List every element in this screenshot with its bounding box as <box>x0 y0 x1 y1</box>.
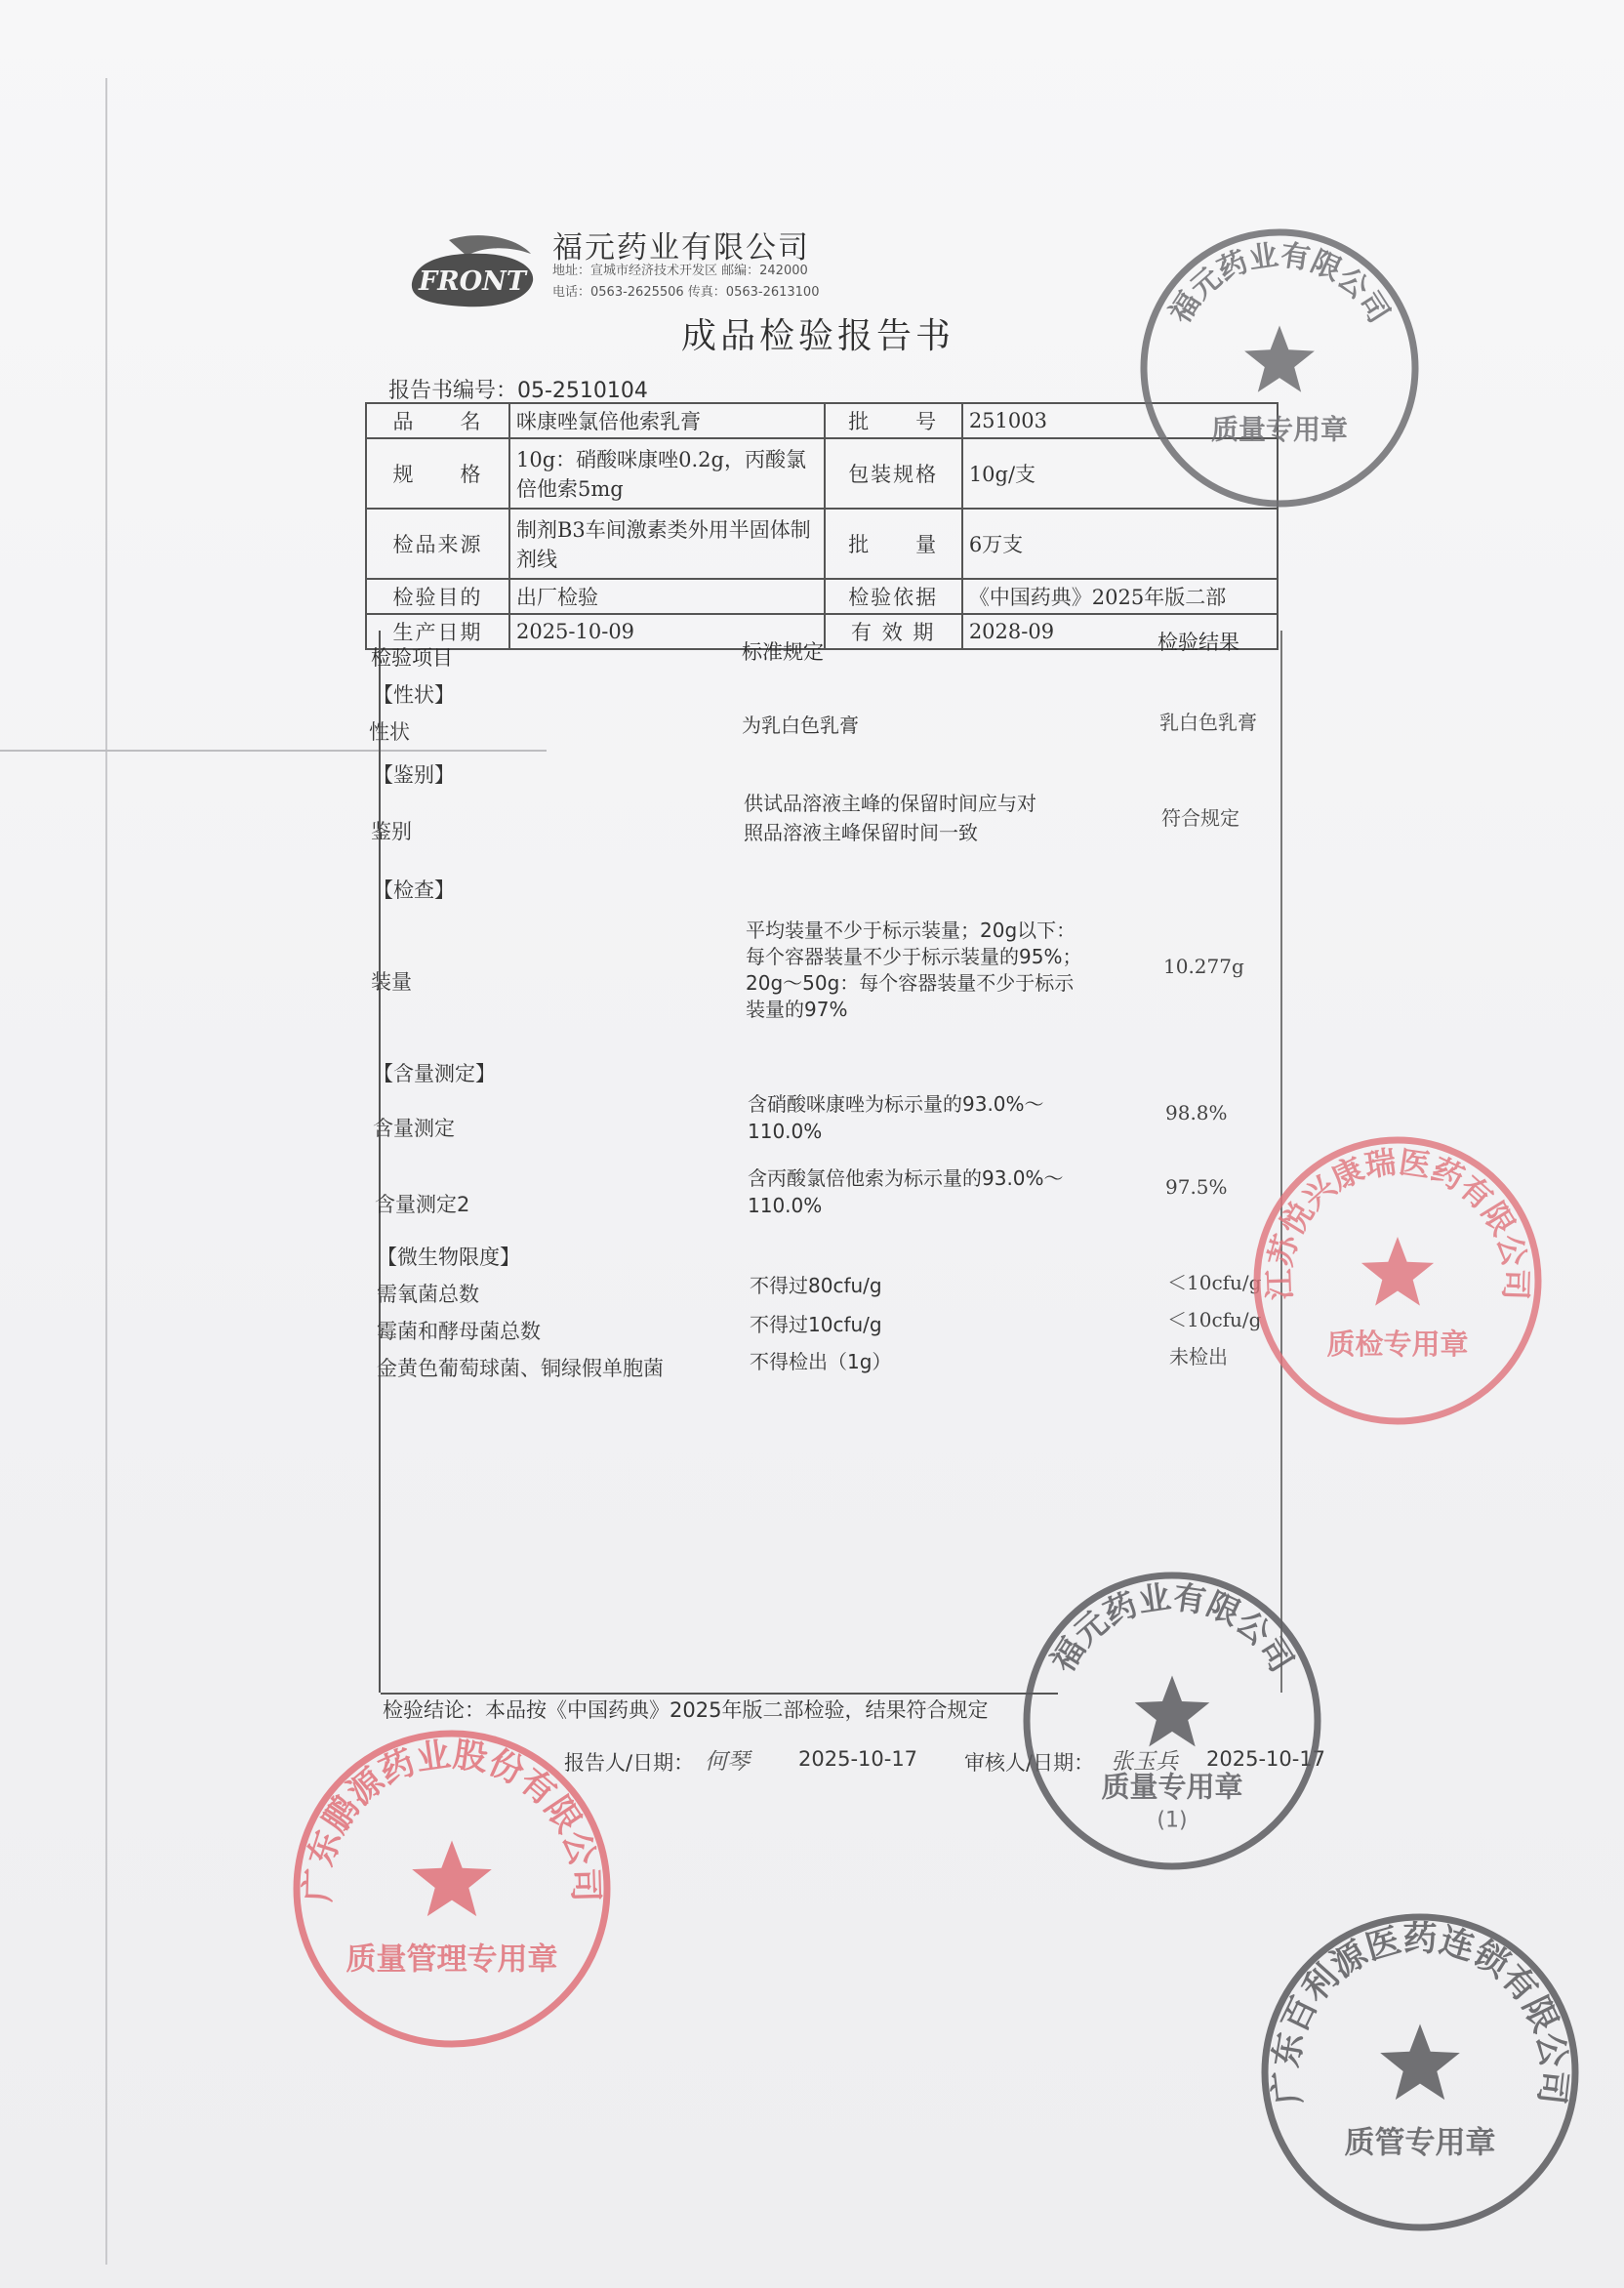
table-row <box>366 579 1278 614</box>
spec-value: 10g：硝酸咪康唑0.2g，丙酸氯倍他索5mg <box>509 438 825 509</box>
scan-artifact-line <box>105 78 107 2265</box>
item-fill-quantity: 装量 <box>371 970 412 994</box>
header-result: 检验结果 <box>1157 631 1239 654</box>
standard-fill-line3: 20g～50g：每个容器装量不少于标示 <box>746 971 1075 995</box>
name-label: 品 名 <box>366 403 509 438</box>
pack-value: 10g/支 <box>962 438 1278 509</box>
production-date-label: 生产日期 <box>366 614 509 649</box>
result-mold-yeast: ＜10cfu/g <box>1167 1308 1262 1331</box>
seal-ring-text: 江苏悦兴康瑞医药有限公司 <box>1260 1143 1535 1301</box>
purpose-value: 出厂检验 <box>509 579 825 614</box>
quantity-label: 批 量 <box>825 509 962 579</box>
section-appearance: 【性状】 <box>373 683 455 707</box>
company-quality-seal-stamp-1 <box>1021 1570 1326 1872</box>
seal-star-icon <box>1361 1237 1434 1306</box>
item-assay-2: 含量测定2 <box>375 1193 470 1216</box>
reporter-signature: 何琴 <box>705 1749 750 1775</box>
standard-identification-line1: 供试品溶液主峰的保留时间应与对 <box>744 792 1036 815</box>
item-aerobic-count: 需氧菌总数 <box>377 1283 479 1306</box>
seal-star-icon <box>1135 1676 1210 1747</box>
seal-center-text: 质管专用章 <box>1344 2125 1496 2161</box>
reviewer-signature: 张玉兵 <box>1111 1749 1178 1775</box>
batch-value: 251003 <box>962 403 1278 438</box>
standard-fill-line1: 平均装量不少于标示装量；20g以下： <box>746 919 1076 942</box>
standard-fill-line4: 装量的97% <box>746 998 848 1021</box>
seal-ring-text: 福元药业有限公司 <box>1042 1577 1302 1679</box>
report-number: 报告书编号：05-2510104 <box>388 379 648 403</box>
logo-text: FRONT <box>419 266 526 297</box>
pack-label: 包装规格 <box>825 438 962 509</box>
company-quality-seal-stamp <box>1138 226 1421 510</box>
result-aerobic-count: ＜10cfu/g <box>1167 1271 1262 1294</box>
result-assay-1: 98.8% <box>1165 1101 1228 1124</box>
standard-aerobic-count: 不得过80cfu/g <box>750 1274 882 1297</box>
reviewer-label: 审核人/日期： <box>964 1751 1095 1775</box>
item-pathogens: 金黄色葡萄球菌、铜绿假单胞菌 <box>377 1357 664 1380</box>
item-appearance: 性状 <box>369 720 410 744</box>
name-value: 咪康唑氯倍他索乳膏 <box>509 403 825 438</box>
source-value: 制剂B3车间激素类外用半固体制剂线 <box>509 509 825 579</box>
quantity-value: 6万支 <box>962 509 1278 579</box>
standard-pathogens: 不得检出（1g） <box>750 1350 892 1373</box>
result-pathogens: 未检出 <box>1169 1345 1228 1369</box>
front-logo-icon <box>408 234 537 310</box>
source-label: 检品来源 <box>366 509 509 579</box>
seal-center-text: 质量专用章 <box>1210 413 1349 446</box>
standard-assay-1-line2: 110.0% <box>748 1120 823 1143</box>
result-assay-2: 97.5% <box>1165 1175 1228 1199</box>
seal-ring-text: 福元药业有限公司 <box>1162 238 1397 330</box>
pharmacy-chain-seal-stamp <box>1259 1911 1581 2233</box>
table-row <box>366 509 1278 579</box>
reviewer-date: 2025-10-17 <box>1206 1747 1326 1771</box>
pharma-qm-seal-stamp <box>291 1728 613 2050</box>
standard-mold-yeast: 不得过10cfu/g <box>750 1313 882 1336</box>
item-assay-1: 含量测定 <box>373 1117 455 1140</box>
standard-assay-1-line1: 含硝酸咪康唑为标示量的93.0%～ <box>748 1092 1044 1116</box>
standard-assay-2-line2: 110.0% <box>748 1194 823 1217</box>
production-date-value: 2025-10-09 <box>509 614 825 649</box>
result-identification: 符合规定 <box>1161 806 1239 830</box>
item-mold-yeast: 霉菌和酵母菌总数 <box>377 1320 541 1343</box>
conclusion-text: 检验结论：本品按《中国药典》2025年版二部检验，结果符合规定 <box>383 1698 989 1722</box>
standard-assay-2-line1: 含丙酸氯倍他索为标示量的93.0%～ <box>748 1166 1064 1190</box>
item-identification: 鉴别 <box>371 820 412 843</box>
result-appearance: 乳白色乳膏 <box>1159 711 1257 734</box>
seal-center-text: 质量管理专用章 <box>345 1941 558 1978</box>
expiry-value: 2028-09 <box>962 614 1278 649</box>
section-identification: 【鉴别】 <box>373 763 455 787</box>
distributor-qc-seal-stamp <box>1251 1134 1544 1427</box>
seal-sub-text: (1) <box>1157 1808 1188 1833</box>
basis-value: 《中国药典》2025年版二部 <box>962 579 1278 614</box>
standard-identification-line2: 照品溶液主峰保留时间一致 <box>744 821 978 844</box>
seal-star-icon <box>412 1841 492 1917</box>
header-standard: 标准规定 <box>742 640 824 664</box>
spec-label: 规 格 <box>366 438 509 509</box>
seal-ring-text: 广东百利源医药连锁有限公司 <box>1267 1920 1573 2106</box>
standard-appearance: 为乳白色乳膏 <box>742 714 859 737</box>
document-title: 成品检验报告书 <box>681 316 955 356</box>
seal-center-text: 质量专用章 <box>1101 1770 1243 1804</box>
seal-star-icon <box>1380 2024 1460 2101</box>
seal-star-icon <box>1244 326 1315 392</box>
section-inspection: 【检查】 <box>373 878 455 902</box>
seal-ring-text: 广东鹏源药业股份有限公司 <box>299 1736 605 1903</box>
result-fill-quantity: 10.277g <box>1163 955 1244 978</box>
section-microbial-limits: 【微生物限度】 <box>377 1246 520 1269</box>
reporter-label: 报告人/日期： <box>564 1751 695 1775</box>
purpose-label: 检验目的 <box>366 579 509 614</box>
company-name: 福元药业有限公司 <box>552 230 810 266</box>
company-address: 地址：宣城市经济技术开发区 邮编：242000 <box>552 264 808 278</box>
section-assay: 【含量测定】 <box>373 1062 496 1085</box>
expiry-label: 有 效 期 <box>825 614 962 649</box>
reporter-date: 2025-10-17 <box>798 1747 918 1771</box>
standard-fill-line2: 每个容器装量不少于标示装量的95%； <box>746 945 1082 968</box>
seal-center-text: 质检专用章 <box>1326 1328 1469 1361</box>
header-test-item: 检验项目 <box>371 646 453 670</box>
basis-label: 检验依据 <box>825 579 962 614</box>
company-phone: 电话：0563-2625506 传真：0563-2613100 <box>552 285 820 300</box>
batch-label: 批 号 <box>825 403 962 438</box>
